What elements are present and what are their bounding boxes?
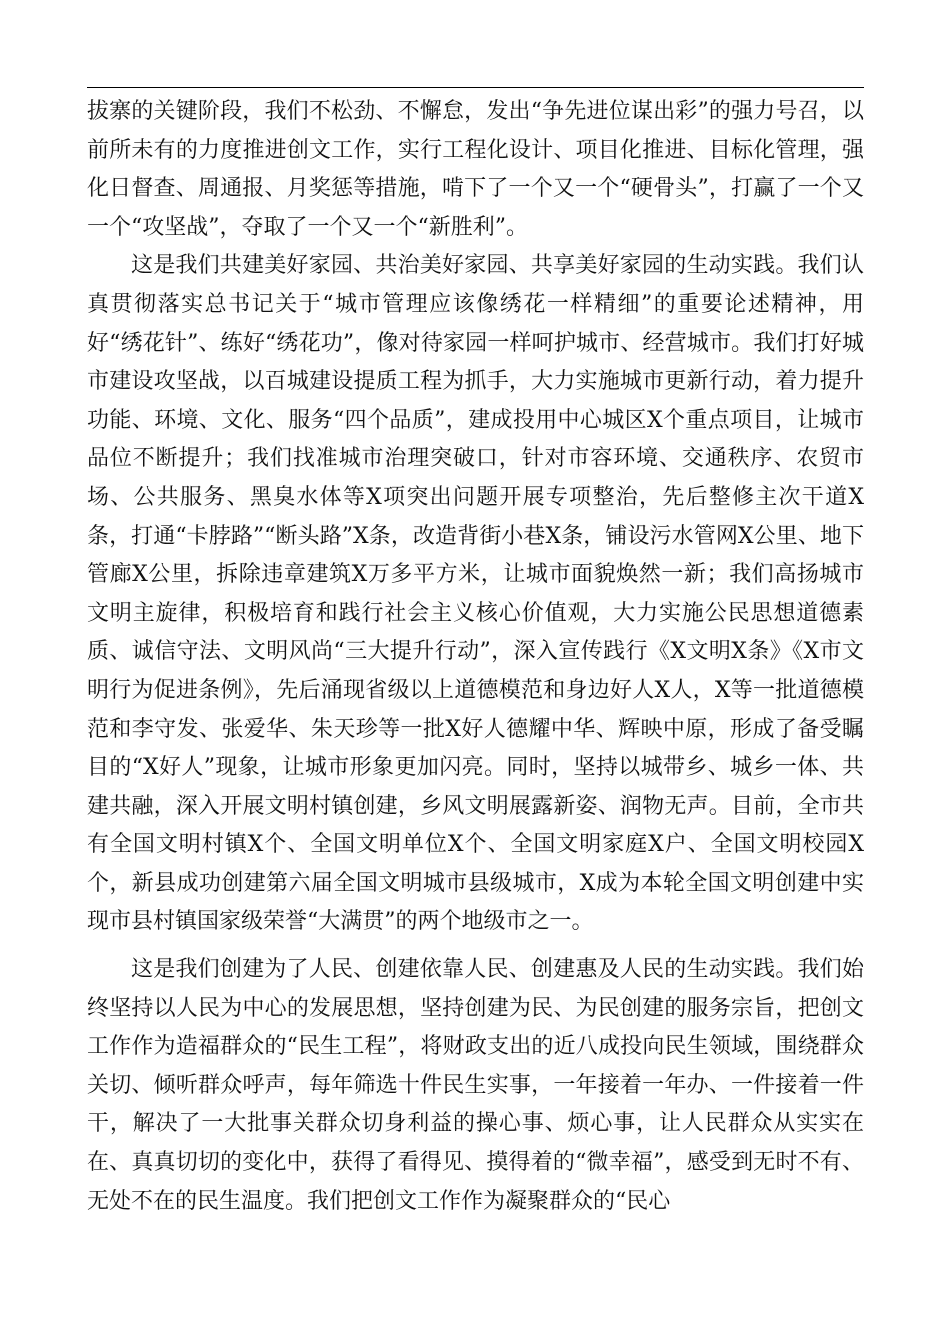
paragraph-for-people: 这是我们创建为了人民、创建依靠人民、创建惠及人民的生动实践。我们始终坚持以人民为中心的发展思想，坚持创建为民、为民创建的服务宗旨，把创文工作作为造福群众的“民生工程”，将财政支出的近八成投向民生领域，围绕群众关切、倾听群众呼声，每年筛选十件民生实事，一年接着一年办、一件接着一件干，解决了一大批事关群众切身利益的操心事、烦心事，让人民群众从实实在在、真真切切的变化中，获得了看得见、摸得着的“微幸福”，感受到无时不有、无处不在的民生温度。我们把创文工作作为凝聚群众的“民心 <box>87 957 864 1214</box>
paragraph-continuation: 拔寨的关键阶段，我们不松劲、不懈怠，发出“争先进位谋出彩”的强力号召，以前所未有的力度推进创文工作，实行工程化设计、项目化推进、目标化管理，强化日督查、周通报、月奖惩等措施，啃下了一个又一个“硬骨头”，打赢了一个又一个“攻坚战”，夺取了一个又一个“新胜利”。 <box>87 99 864 240</box>
paragraph-shared-home: 这是我们共建美好家园、共治美好家园、共享美好家园的生动实践。我们认真贯彻落实总书记关于“城市管理应该像绣花一样精细”的重要论述精神，用好“绣花针”、练好“绣花功”，像对待家园一样呵护城市、经营城市。我们打好城市建设攻坚战，以百城建设提质工程为抓手，大力实施城市更新行动，着力提升功能、环境、文化、服务“四个品质”，建成投用中心城区X个重点项目，让城市品位不断提升；我们找准城市治理突破口，针对市容环境、交通秩序、农贸市场、公共服务、黑臭水体等X项突出问题开展专项整治，先后整修主次干道X条，打通“卡脖路”“断头路”X条，改造背街小巷X条，铺设污水管网X公里、地下管廊X公里，拆除违章建筑X万多平方米，让城市面貌焕然一新；我们高扬城市文明主旋律，积极培育和践行社会主义核心价值观，大力实施公民思想道德素质、诚信守法、文明风尚“三大提升行动”，深入宣传践行《X文明X条》《X市文明行为促进条例》，先后涌现省级以上道德模范和身边好人X人，X等一批道德模范和李守发、张爱华、朱天珍等一批X好人德耀中华、辉映中原，形成了备受瞩目的“X好人”现象，让城市形象更加闪亮。同时，坚持以城带乡、城乡一体、共建共融，深入开展文明村镇创建，乡风文明展露新姿、润物无声。目前，全市共有全国文明村镇X个、全国文明单位X个、全国文明家庭X户、全国文明校园X个，新县成功创建第六届全国文明城市县级城市，X成为本轮全国文明创建中实现市县村镇国家级荣誉“大满贯”的两个地级市之一。 <box>87 253 864 935</box>
document-body <box>87 93 864 1221</box>
header-rule <box>87 87 864 88</box>
